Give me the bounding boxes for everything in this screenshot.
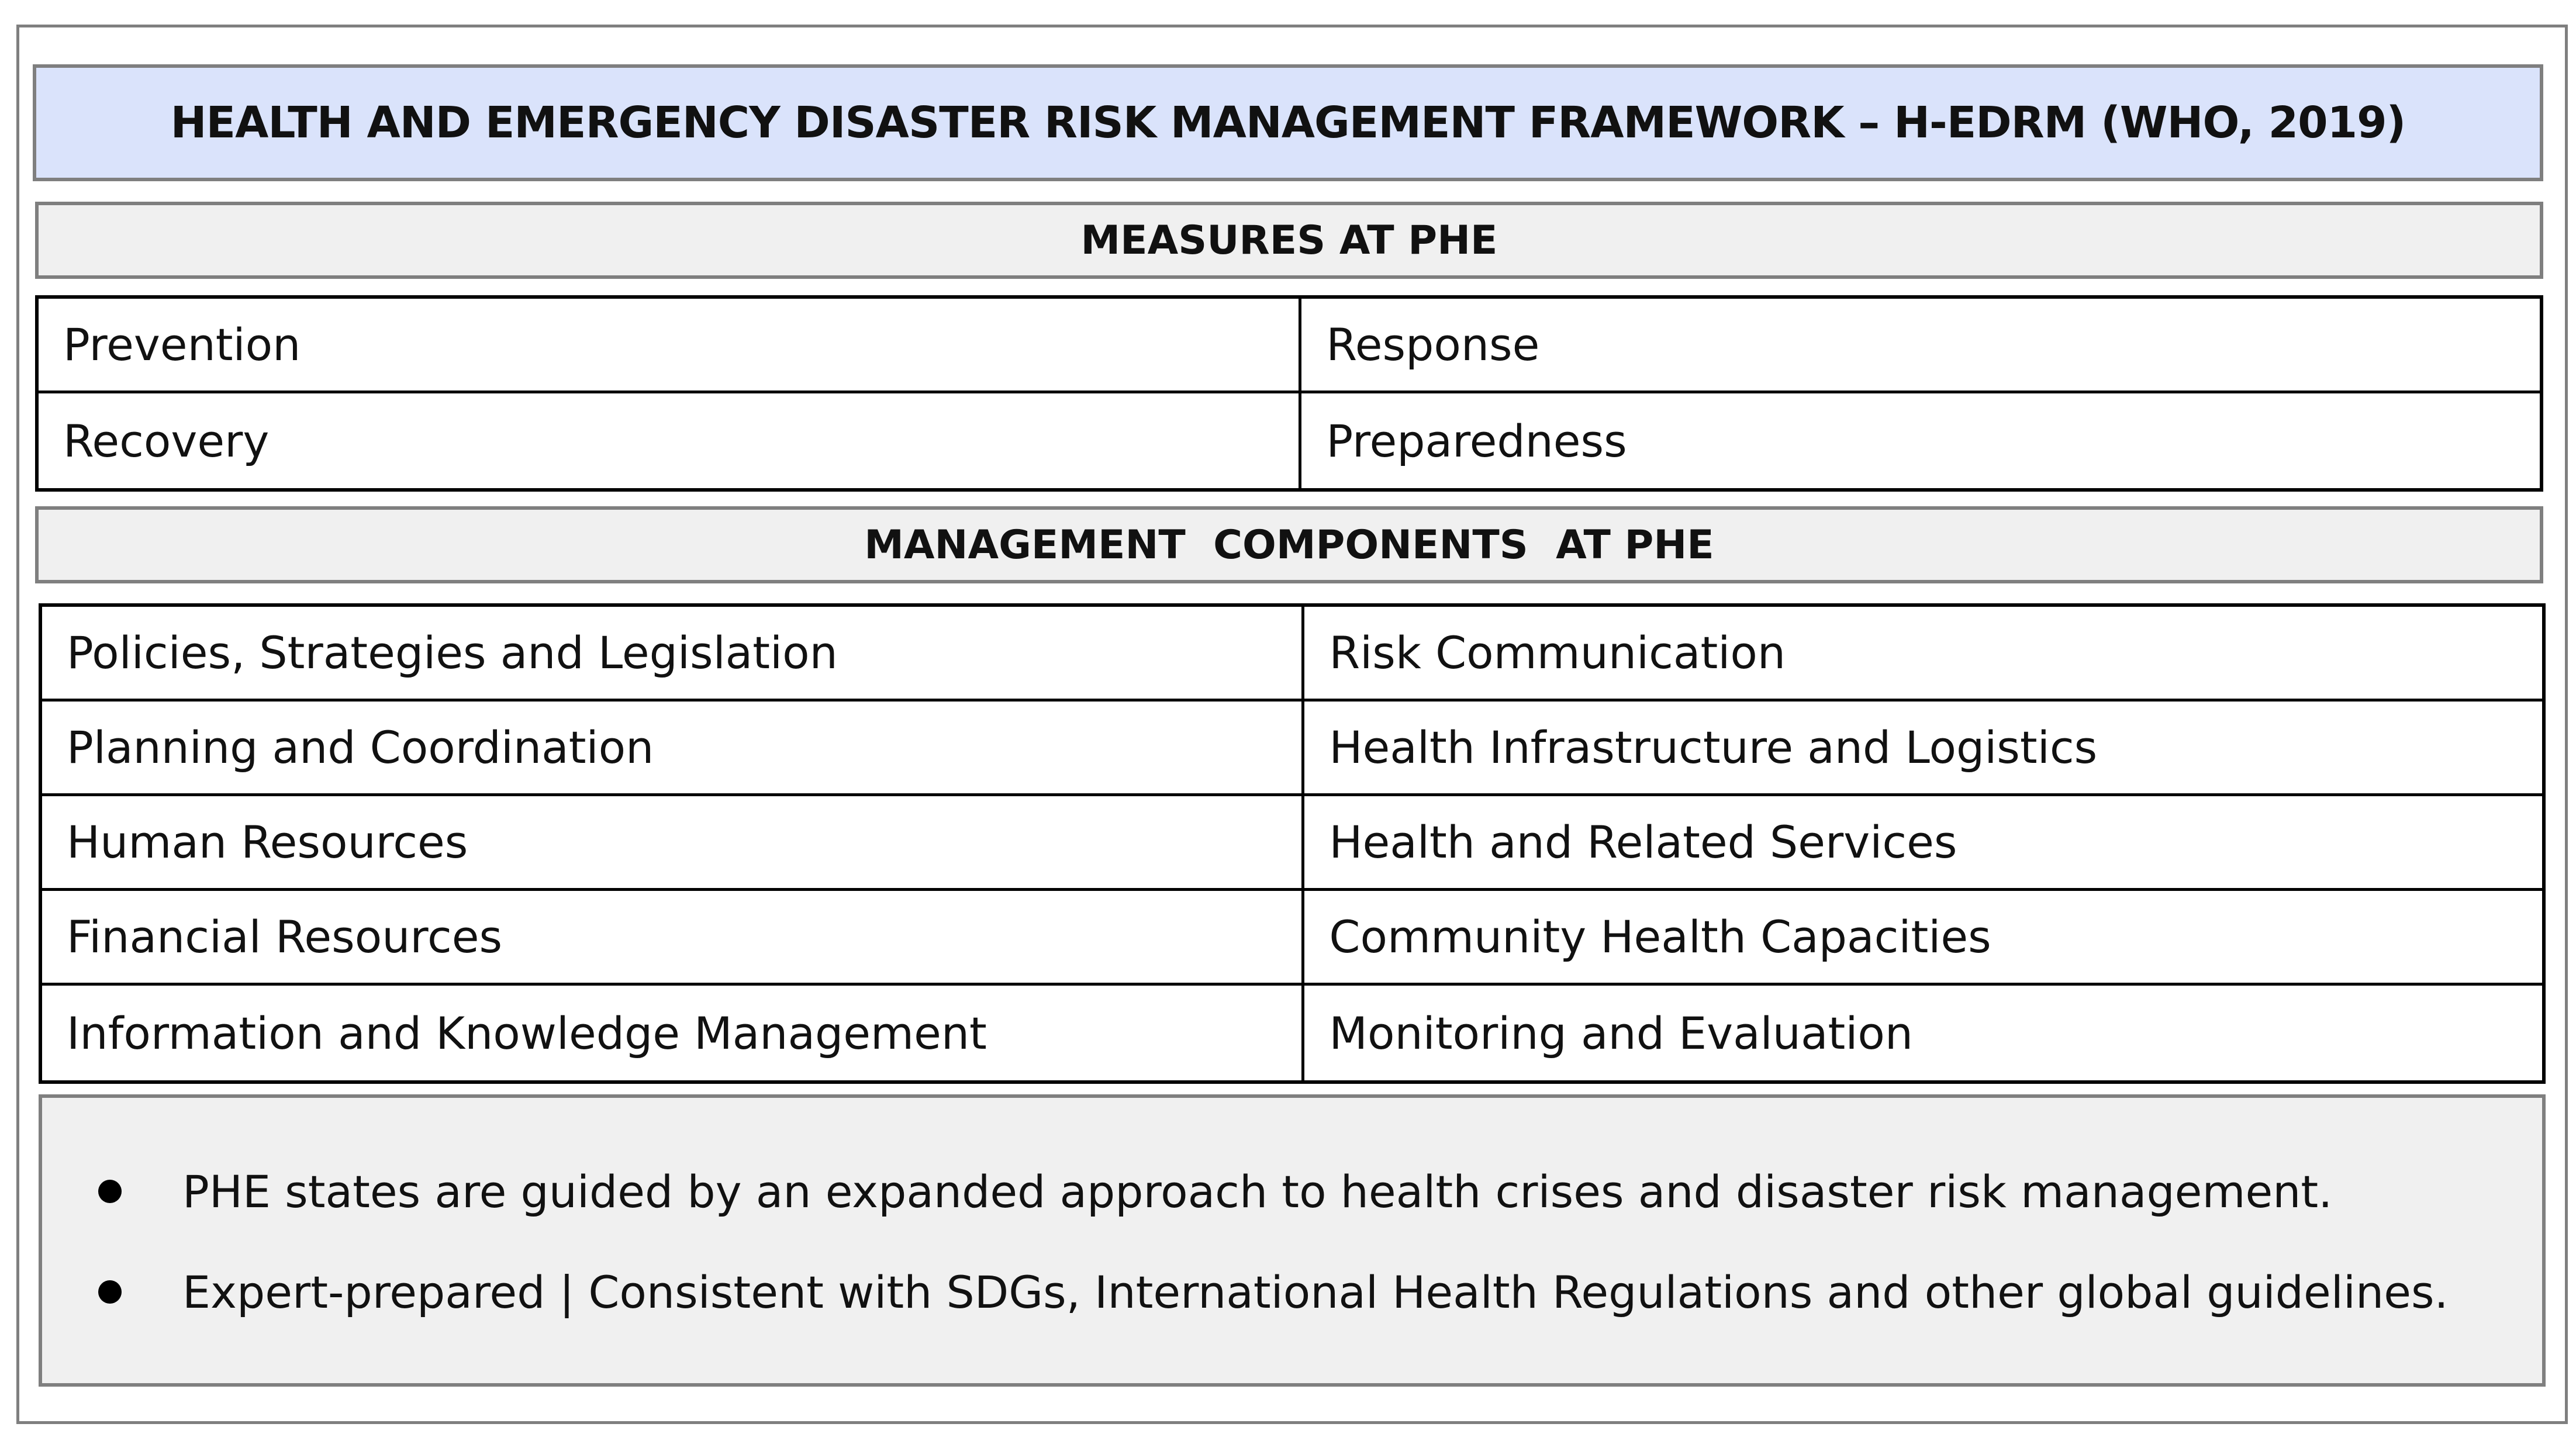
component-cell: Monitoring and Evaluation — [1329, 1007, 1914, 1059]
measures-header — [35, 202, 2543, 279]
components-header-text: MANAGEMENT COMPONENTS AT PHE — [864, 521, 1714, 568]
component-cell: Financial Resources — [42, 891, 1304, 986]
components-header — [35, 506, 2543, 583]
notes-box — [39, 1094, 2546, 1387]
component-cell: Human Resources — [42, 796, 1304, 891]
component-cell: Planning and Coordination — [42, 702, 1304, 796]
component-cell: Information and Knowledge Management — [42, 986, 1304, 1080]
note-text: PHE states are guided by an expanded approach to health crises and disaster risk management. — [182, 1165, 2333, 1218]
measure-cell: Prevention — [39, 299, 1301, 393]
components-table — [39, 603, 2546, 1084]
measure-cell: Response — [1301, 299, 2540, 393]
component-cell: Community Health Capacities — [1304, 891, 2542, 986]
framework-title-text: HEALTH AND EMERGENCY DISASTER RISK MANAGEMENT FRAMEWORK – H-EDRM (WHO, 2019) — [170, 98, 2406, 148]
component-cell: Health Infrastructure and Logistics — [1304, 702, 2542, 796]
component-cell: Policies, Strategies and Legislation — [42, 607, 1304, 702]
bullet-icon — [98, 1180, 122, 1203]
measures-table — [35, 295, 2543, 492]
framework-title — [33, 64, 2543, 181]
measure-cell: Preparedness — [1326, 414, 1627, 467]
note-text: Expert-prepared | Consistent with SDGs, International Health Regulations and other global guidelines. — [182, 1266, 2449, 1318]
component-cell: Risk Communication — [1304, 607, 2542, 702]
bullet-icon — [98, 1280, 122, 1304]
component-cell: Health and Related Services — [1304, 796, 2542, 891]
measures-header-text: MEASURES AT PHE — [1080, 217, 1498, 264]
measure-cell: Recovery — [39, 393, 1301, 488]
